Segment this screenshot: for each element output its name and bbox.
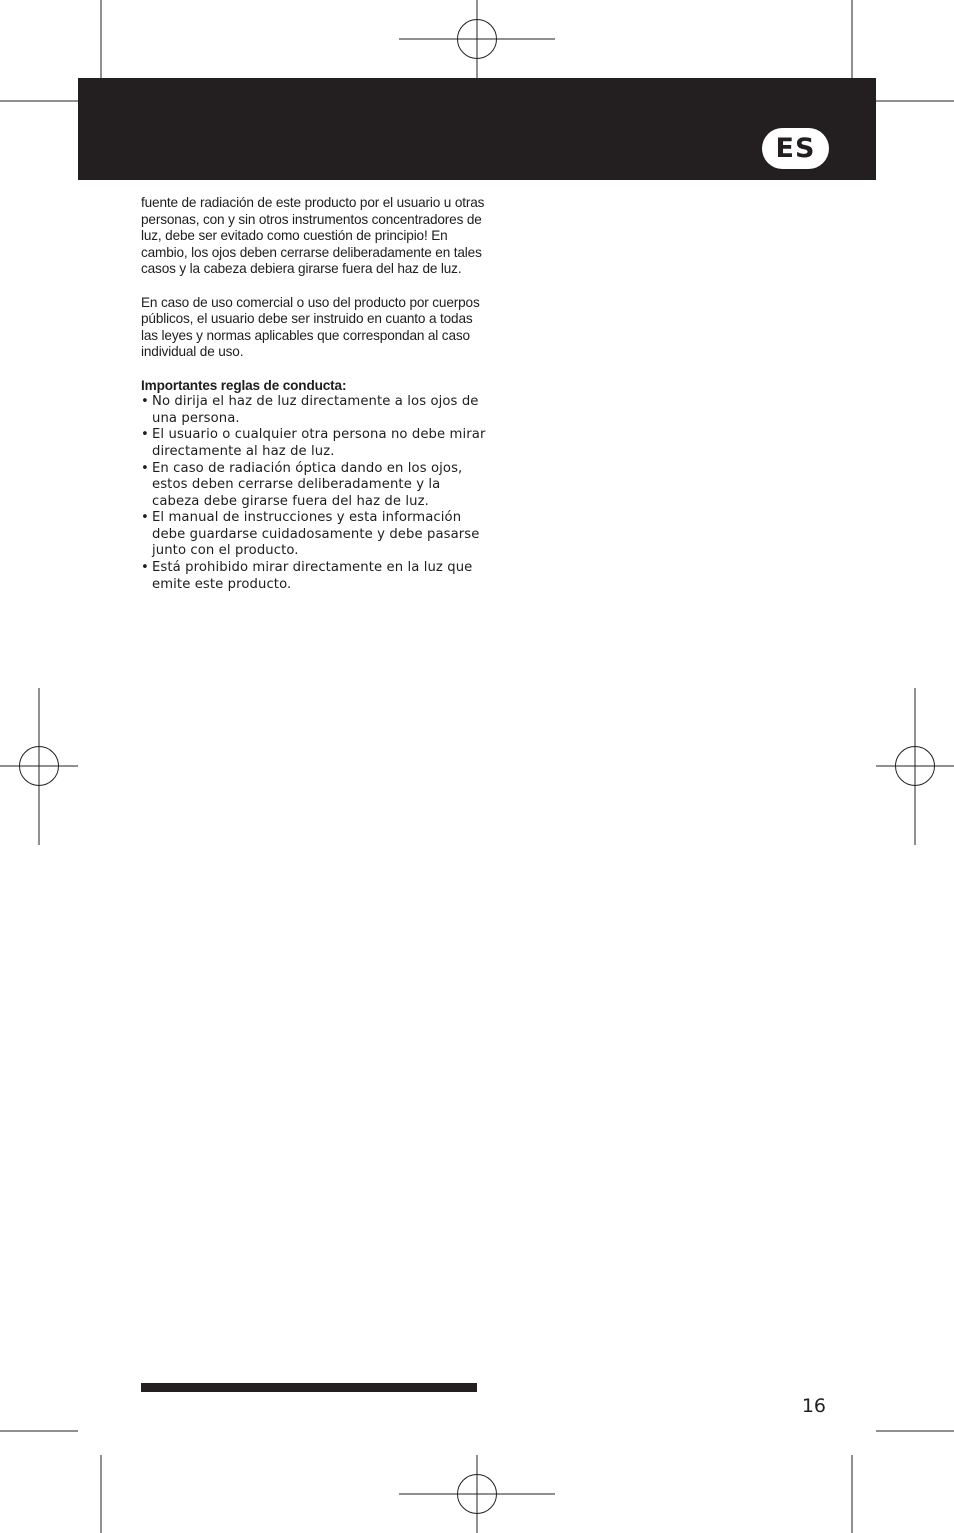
- paragraph: En caso de uso comercial o uso del producto por cuerpos públicos, el usuario debe ser instruido en cuanto a todas las leyes y normas aplicables que correspondan al caso individual de uso.: [141, 294, 480, 360]
- list-item-text: El usuario o cualquier otra persona no debe mirar directamente al haz de luz.: [152, 427, 486, 459]
- list-item: [141, 461, 486, 511]
- list-item: [141, 560, 486, 593]
- registration-mark-bottom: [399, 1455, 555, 1533]
- bullet-icon: •: [141, 560, 149, 576]
- language-badge: ES: [762, 128, 829, 169]
- paragraph: fuente de radiación de este producto por el usuario u otras personas, con y sin otros instrumentos concentradores de luz, debe ser evitado como cuestión de principio! En cambio, los ojos deben cerrarse deliberadamente en tales casos y la cabeza debiera girarse fuera del haz de luz.: [141, 195, 485, 277]
- page-number: 16: [801, 1395, 826, 1417]
- rules-list: [141, 394, 486, 593]
- registration-mark-left: [0, 688, 78, 845]
- bullet-icon: •: [141, 427, 149, 443]
- list-item-text: No dirija el haz de luz directamente a los ojos de una persona.: [152, 394, 479, 426]
- list-item: [141, 510, 486, 560]
- header-band: [78, 78, 876, 180]
- bullet-icon: •: [141, 460, 149, 476]
- footer-bar: [141, 1383, 477, 1392]
- list-item-text: Está prohibido mirar directamente en la luz que emite este producto.: [152, 560, 473, 592]
- list-item-text: El manual de instrucciones y esta información debe guardarse cuidadosamente y debe pasarse junto con el producto.: [152, 510, 480, 559]
- registration-mark-right: [876, 688, 954, 845]
- list-item: [141, 427, 486, 460]
- bullet-icon: •: [141, 510, 149, 526]
- rules-heading: Importantes reglas de conducta:: [141, 377, 347, 393]
- bullet-icon: •: [141, 394, 149, 410]
- registration-mark-top: [399, 0, 555, 78]
- list-item: [141, 394, 486, 427]
- list-item-text: En caso de radiación óptica dando en los ojos, estos deben cerrarse deliberadamente y la cabeza debe girarse fuera del haz de luz.: [152, 460, 463, 509]
- main-text-column: [141, 195, 486, 593]
